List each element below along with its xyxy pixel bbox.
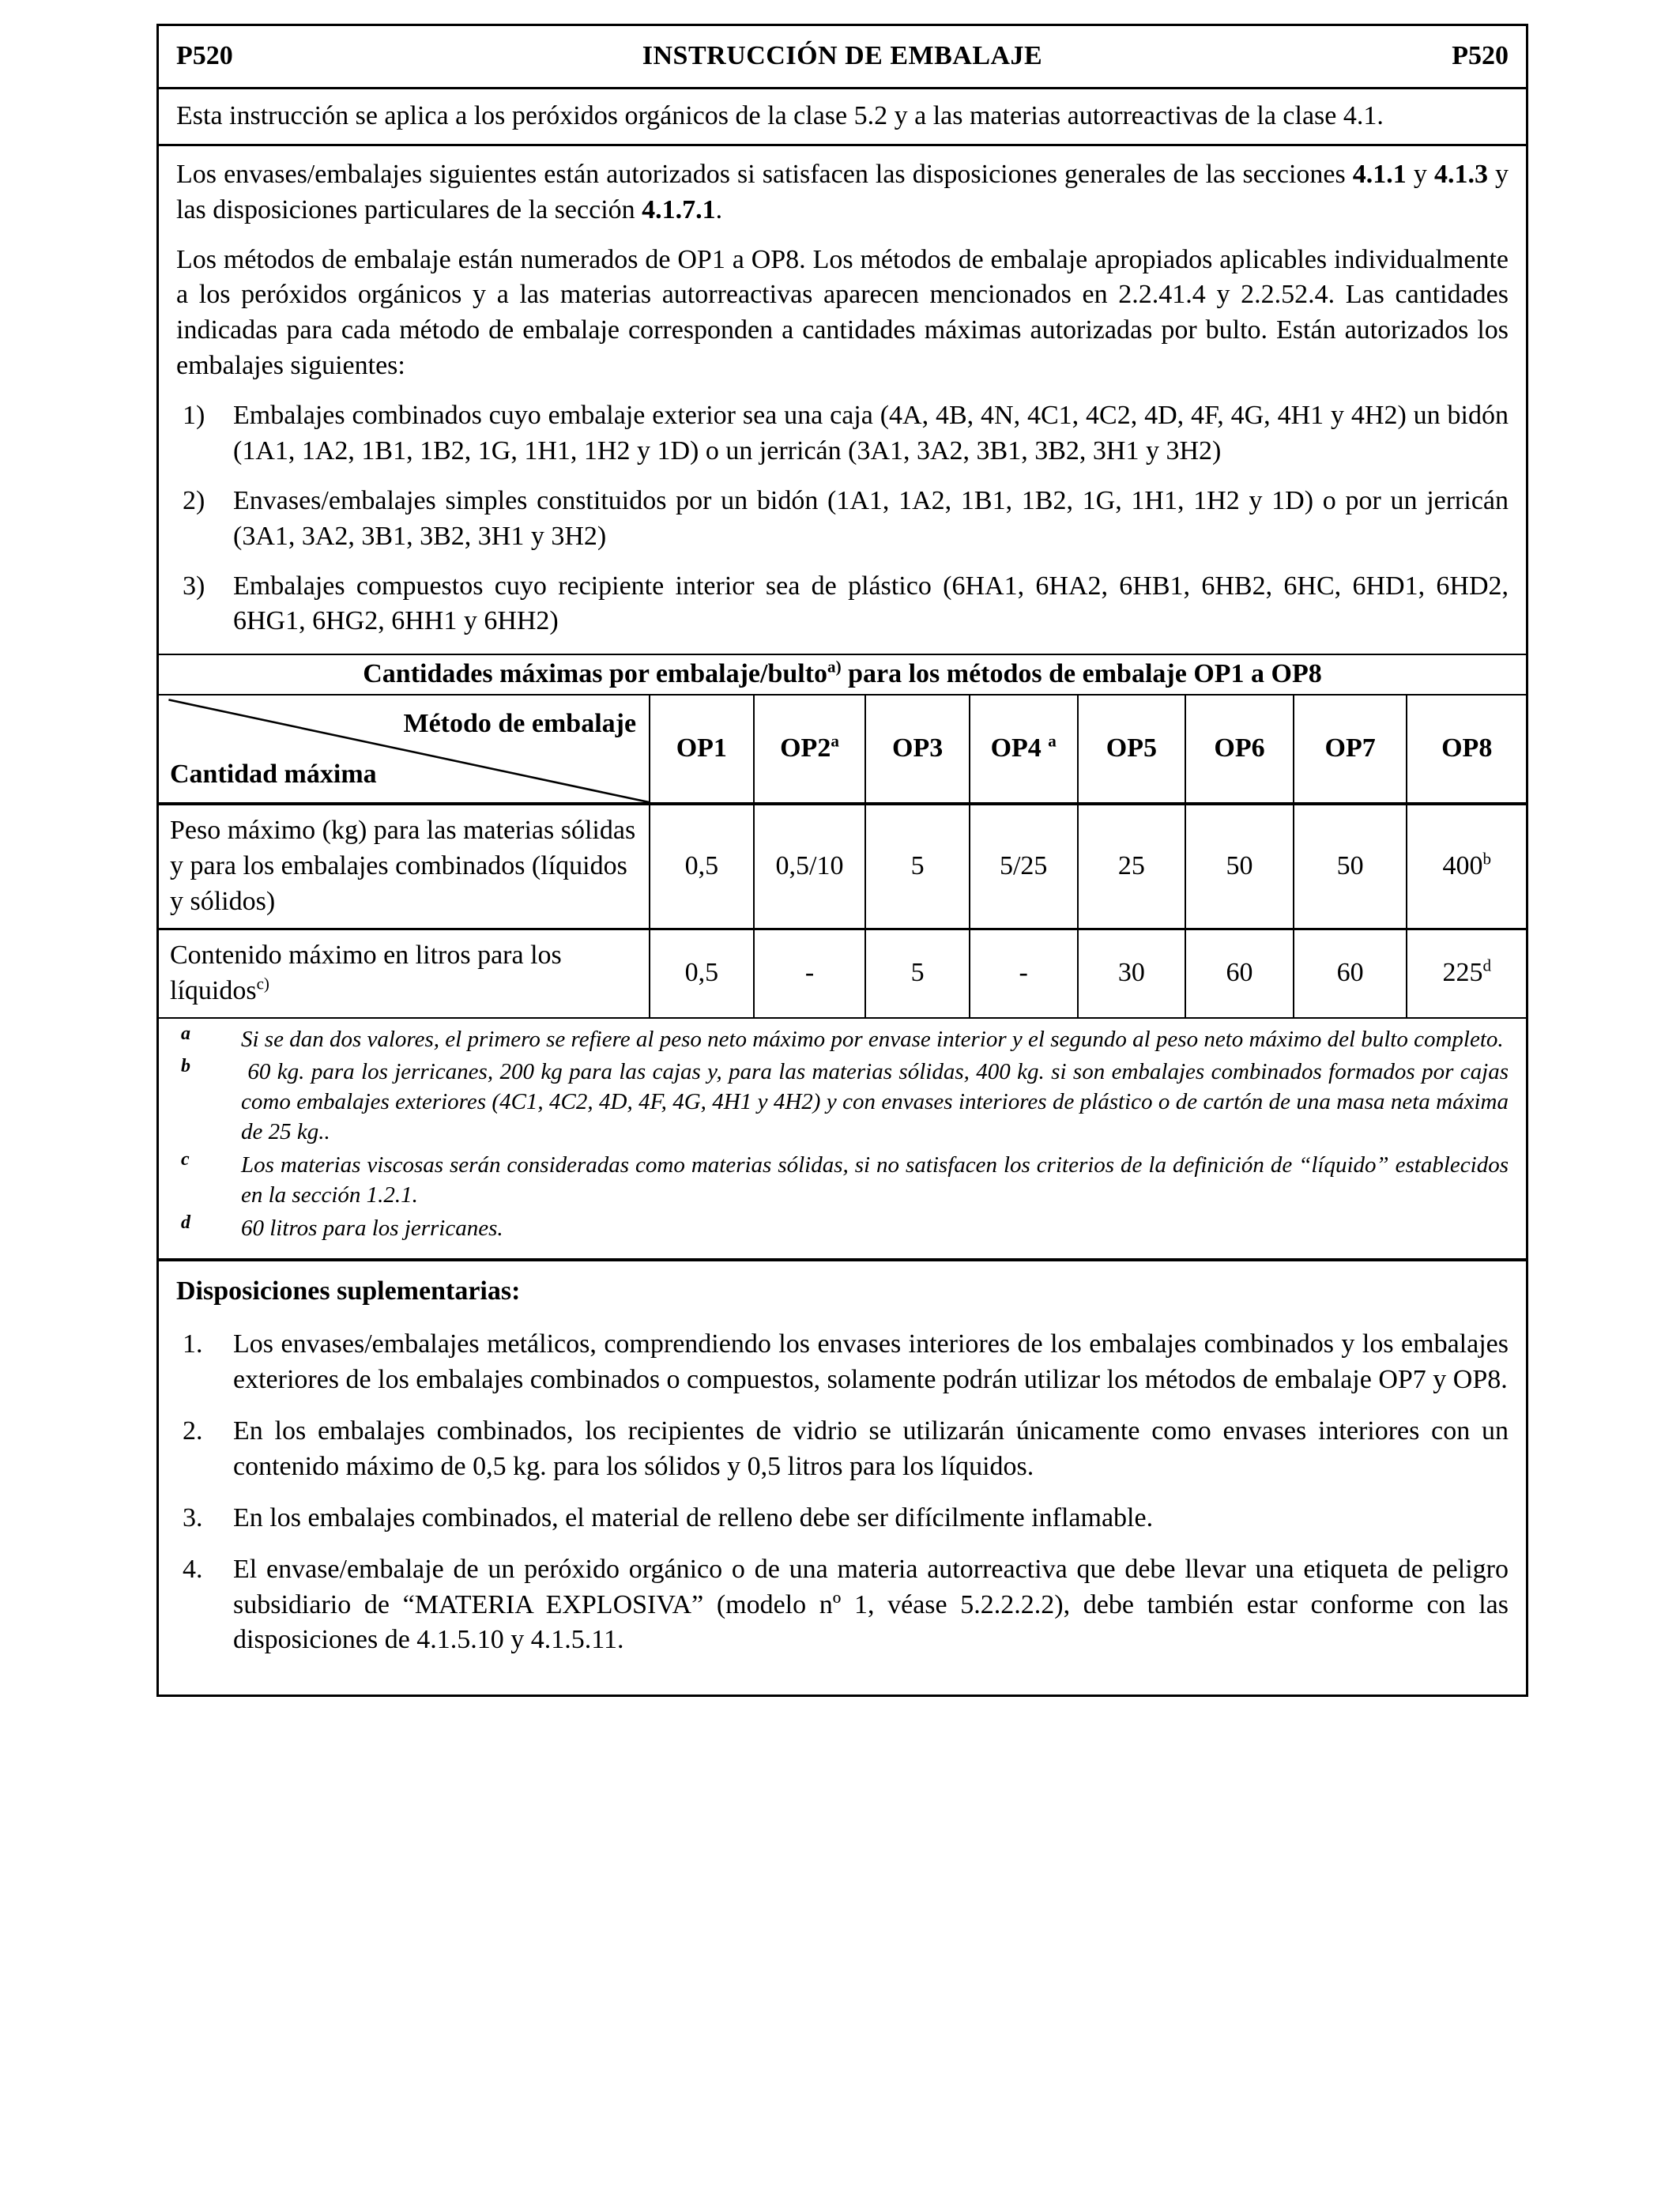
list-item-marker: 1) [183, 401, 205, 430]
table-header-row [159, 695, 1526, 804]
list-item-text: Embalajes compuestos cuyo recipiente interior sea de plástico (6HA1, 6HA2, 6HB1, 6HB2, 6HC, 6HD1, 6HD2, 6HG1, 6HG2, 6HH1 y 6HH2) [233, 571, 1509, 636]
table-cell: 60 [1294, 929, 1407, 1016]
page-title: INSTRUCCIÓN DE EMBALAJE [642, 41, 1043, 70]
authorized-packagings-paragraph: Los envases/embalajes siguientes están autorizados si satisfacen las disposiciones generales de las secciones 4.1.1 y 4.1.3 y las disposiciones particulares de la sección 4.1.7.1. [176, 159, 1509, 224]
table-cell: 50 [1294, 804, 1407, 929]
list-item-marker: 2. [183, 1416, 203, 1446]
footnote-letter: d [181, 1212, 190, 1234]
max-quantities-table-title: Cantidades máximas por embalaje/bulto$^{a)}$ para los métodos de embalaje OP1 a OP8 [159, 654, 1526, 694]
table-cell: 5 [865, 929, 969, 1016]
column-header-op4: OP4 $^a$ [970, 695, 1078, 804]
list-item-text: En los embalajes combinados, el material de relleno debe ser difícilmente inflamable. [233, 1502, 1154, 1532]
list-item-marker: 3. [183, 1502, 203, 1532]
list-item-marker: 4. [183, 1554, 203, 1584]
footnote-letter: c [181, 1149, 190, 1171]
table-cell: - [754, 929, 866, 1016]
list-item-text: Embalajes combinados cuyo embalaje exterior sea una caja (4A, 4B, 4N, 4C1, 4C2, 4D, 4F, 4G, 4H1 y 4H2) un bidón (1A1, 1A2, 1B1, 1B2, 1G, 1H1, 1H2 y 1D) o un jerricán (3A1, 3A2, 3B1, 3B2, 3H1 y 3H2) [233, 401, 1509, 466]
table-cell: - [970, 929, 1078, 1016]
table-cell: 30 [1078, 929, 1186, 1016]
row-label-max-weight: Peso máximo (kg) para las materias sólidas y para los embalajes combinados (líquidos y sólidos) [159, 804, 650, 929]
corner-label-quantity: Cantidad máxima [170, 760, 377, 790]
list-item [176, 1327, 1509, 1398]
supplementary-provisions-section [159, 1258, 1526, 1695]
list-item-marker: 3) [183, 571, 205, 601]
document-header-row [159, 26, 1526, 87]
footnote-text: 60 litros para los jerricanes. [241, 1216, 503, 1242]
list-item-marker: 1. [183, 1329, 203, 1359]
table-cell: 0,5 [650, 929, 753, 1016]
table-cell: 25 [1078, 804, 1186, 929]
footnote-a [176, 1025, 1509, 1055]
table-row [159, 929, 1526, 1016]
list-item [176, 484, 1509, 555]
table-cell: 0,5 [650, 804, 753, 929]
table-cell: 5 [865, 804, 969, 929]
footnote-letter: a [181, 1023, 190, 1044]
column-header-op2: OP2$^a$ [754, 695, 866, 804]
table-cell: 400$^b$ [1407, 804, 1526, 929]
table-cell: 50 [1185, 804, 1294, 929]
packing-instruction-document [156, 24, 1528, 1697]
column-header-op3: OP3 [865, 695, 969, 804]
supplementary-heading: Disposiciones suplementarias: [176, 1276, 521, 1306]
row-label-max-litres: Contenido máximo en litros para los líquidos$^{c)}$ [170, 940, 562, 1005]
footnote-text: Si se dan dos valores, el primero se refiere al peso neto máximo por envase interior y el segundo al peso neto máximo del bulto completo. [241, 1026, 1504, 1052]
scope-text: Esta instrucción se aplica a los peróxidos orgánicos de la clase 5.2 y a las materias autorreactivas de la clase 4.1. [176, 100, 1384, 130]
packing-methods-paragraph: Los métodos de embalaje están numerados de OP1 a OP8. Los métodos de embalaje apropiados aplicables individualmente a los peróxidos orgánicos y a las materias autorreactivas aparecen mencionados en 2.2.41.4 y 2.2.52.4. Las cantidades indicadas para cada método de embalaje corresponden a cantidades máximas autorizadas por bulto. Están autorizados los embalajes siguientes: [176, 244, 1509, 381]
instruction-code-right: P520 [1452, 41, 1509, 70]
list-item-text: En los embalajes combinados, los recipientes de vidrio se utilizarán únicamente como envases interiores con un contenido máximo de 0,5 kg. para los sólidos y 0,5 litros para los líquidos. [233, 1416, 1509, 1481]
list-item-marker: 2) [183, 485, 205, 515]
column-header-op8: OP8 [1407, 695, 1526, 804]
column-header-op6: OP6 [1185, 695, 1294, 804]
max-quantities-table [159, 694, 1526, 1016]
list-item-text: Los envases/embalajes metálicos, comprendiendo los envases interiores de los embalajes combinados y los embalajes exteriores de los embalajes combinados o compuestos, solamente podrán utilizar los métodos de embalaje OP7 y OP8. [233, 1329, 1509, 1395]
corner-label-method: Método de embalaje [403, 709, 637, 739]
footnote-letter: b [181, 1056, 190, 1077]
footnote-c [176, 1149, 1515, 1211]
list-item [176, 1414, 1509, 1485]
list-item [176, 398, 1509, 469]
list-item [176, 569, 1509, 640]
table-cell: 0,5/10 [754, 804, 866, 929]
diagonal-header-cell [159, 695, 650, 804]
column-header-op7: OP7 [1294, 695, 1407, 804]
table-cell: 5/25 [970, 804, 1078, 929]
scope-statement-row [159, 87, 1526, 144]
footnote-d [176, 1214, 1509, 1244]
column-header-op5: OP5 [1078, 695, 1186, 804]
footnote-text: Los materias viscosas serán consideradas como materias sólidas, si no satisfacen los criterios de la definición de “líquido” establecidos en la sección 1.2.1. [241, 1152, 1515, 1208]
intro-section [159, 144, 1526, 654]
table-row [159, 804, 1526, 929]
list-item-text: Envases/embalajes simples constituidos por un bidón (1A1, 1A2, 1B1, 1B2, 1G, 1H1, 1H2 y 1D) o por un jerricán (3A1, 3A2, 3B1, 3B2, 3H1 y 3H2) [233, 485, 1509, 551]
table-cell: 225$^d$ [1407, 929, 1526, 1016]
list-item [176, 1552, 1509, 1659]
list-item [176, 1501, 1509, 1536]
instruction-code-left: P520 [176, 41, 233, 70]
table-cell: 60 [1185, 929, 1294, 1016]
column-header-op1: OP1 [650, 695, 753, 804]
footnote-text: 60 kg. para los jerricanes, 200 kg para las cajas y, para las materias sólidas, 400 kg. si son embalajes combinados formados por cajas como embalajes exteriores (4C1, 4C2, 4D, 4F, 4G, 4H1 y 4H2) y con envases interiores de plástico o de cartón de una masa neta máxima de 25 kg.. [241, 1059, 1515, 1145]
footnote-b [176, 1056, 1515, 1148]
footnotes-section [159, 1017, 1526, 1259]
list-item-text: El envase/embalaje de un peróxido orgánico o de una materia autorreactiva que debe llevar una etiqueta de peligro subsidiario de “MATERIA EXPLOSIVA” (modelo nº 1, véase 5.2.2.2.2), debe también estar conforme con las disposiciones de 4.1.5.10 y 4.1.5.11. [233, 1554, 1509, 1655]
